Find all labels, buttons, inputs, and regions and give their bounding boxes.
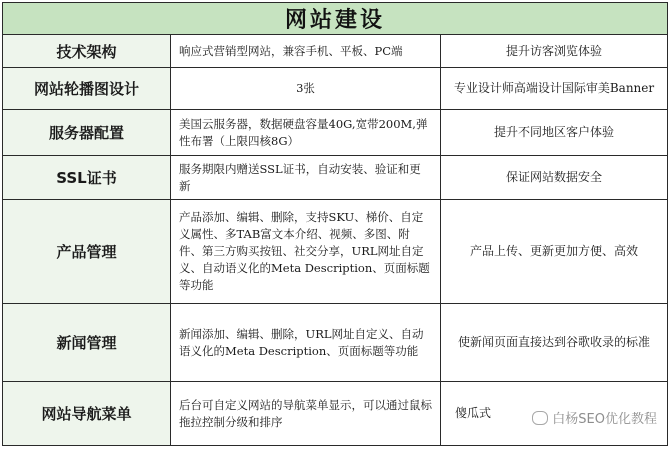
- watermark: [532, 408, 657, 427]
- row-feature: 服务器配置: [3, 110, 171, 156]
- row-benefit: 产品上传、更新更加方便、高效: [441, 200, 668, 304]
- table-row: [3, 110, 668, 156]
- row-feature: 技术架构: [3, 35, 171, 68]
- row-feature: 新闻管理: [3, 304, 171, 382]
- table-row: [3, 35, 668, 68]
- table-row: [3, 156, 668, 200]
- row-benefit: 专业设计师高端设计国际审美Banner: [441, 68, 668, 110]
- row-description: 美国云服务器，数据硬盘容量40G,宽带200M,弹性布署（上限四核8G）: [171, 110, 441, 156]
- table-title: 网站建设: [3, 3, 668, 35]
- wechat-logo-icon: [532, 411, 548, 425]
- website-construction-table: [2, 2, 668, 446]
- row-benefit: 提升不同地区客户体验: [441, 110, 668, 156]
- row-benefit: 傻瓜式: [441, 382, 668, 446]
- row-description: 响应式营销型网站，兼容手机、平板、PC端: [171, 35, 441, 68]
- row-description: 新闻添加、编辑、删除，URL网址自定义、自动语义化的Meta Description、页面标题等功能: [171, 304, 441, 382]
- row-description: 后台可自定义网站的导航菜单显示，可以通过鼠标拖拉控制分级和排序: [171, 382, 441, 446]
- website-construction-table-container: [2, 2, 667, 449]
- table-title-row: [3, 3, 668, 35]
- row-benefit: 保证网站数据安全: [441, 156, 668, 200]
- row-benefit: 使新闻页面直接达到谷歌收录的标准: [441, 304, 668, 382]
- table-row: [3, 68, 668, 110]
- row-description: 3张: [171, 68, 441, 110]
- row-benefit: 提升访客浏览体验: [441, 35, 668, 68]
- row-feature: 网站轮播图设计: [3, 68, 171, 110]
- row-description: 服务期限内赠送SSL证书，自动安装、验证和更新: [171, 156, 441, 200]
- row-feature: SSL证书: [3, 156, 171, 200]
- table-row: [3, 200, 668, 304]
- row-feature: 网站导航菜单: [3, 382, 171, 446]
- table-row: [3, 304, 668, 382]
- row-feature: 产品管理: [3, 200, 171, 304]
- row-description: 产品添加、编辑、删除，支持SKU、梯价、自定义属性、多TAB富文本介绍、视频、多图、附件、第三方购买按钮、社交分享，URL网址自定义、自动语义化的Meta Description、页面标题等功能: [171, 200, 441, 304]
- watermark-text: 白杨SEO优化教程: [552, 412, 657, 427]
